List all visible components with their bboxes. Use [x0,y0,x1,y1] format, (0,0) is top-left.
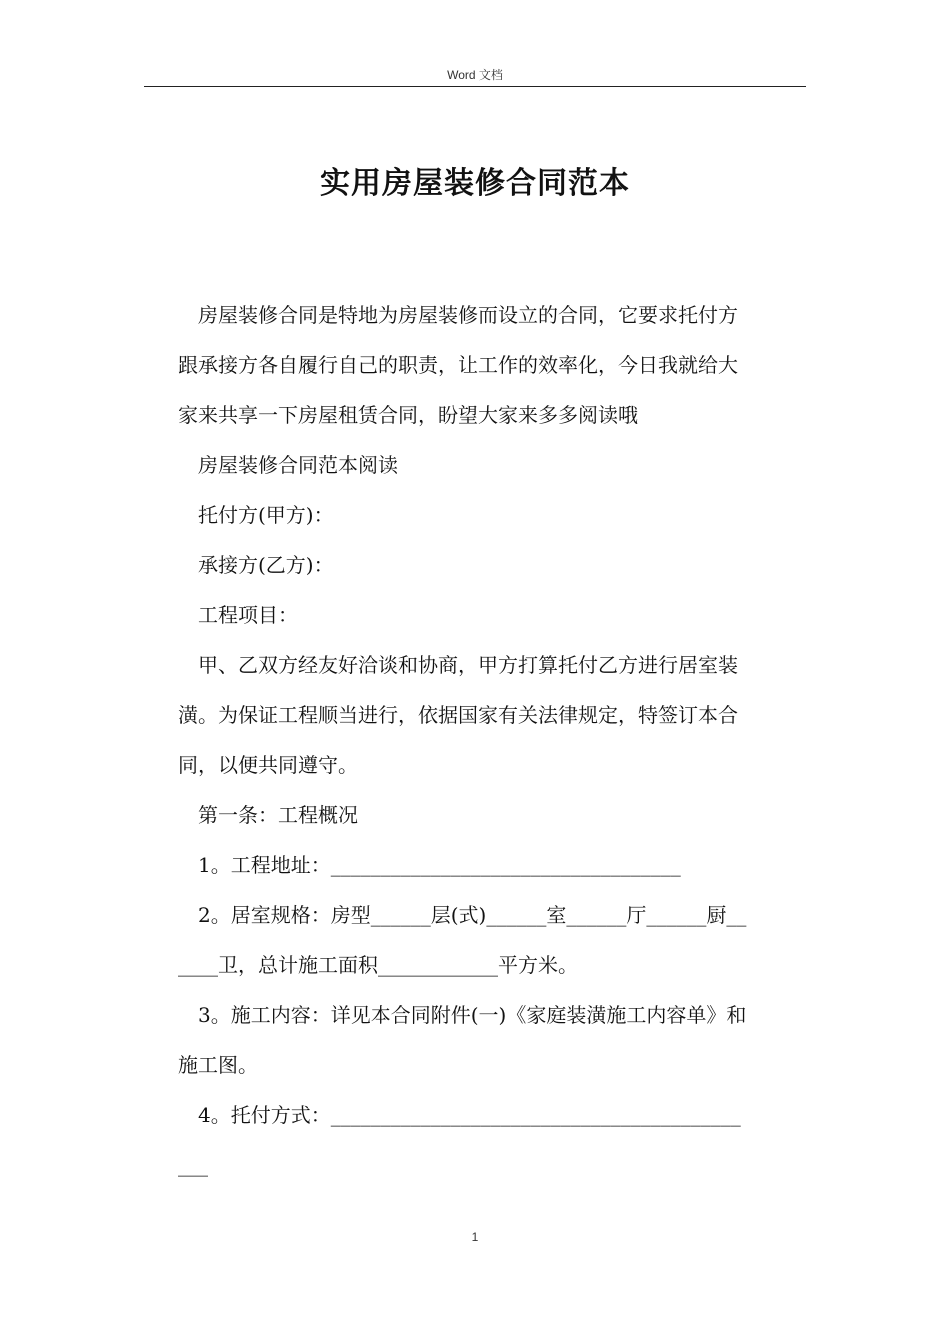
clause-item: 1。工程地址：___________________________________ [198,853,681,877]
header-divider [144,86,806,87]
clause-item-continuation: ____卫，总计施工面积____________平方米。 [178,953,578,977]
party-a-line: 托付方(甲方)： [198,503,334,527]
preamble-line: 甲、乙双方经友好洽谈和协商，甲方打算托付乙方进行居室装 [198,653,738,677]
clause-item: 3。施工内容：详见本合同附件(一)《家庭装潢施工内容单》和 [198,1003,747,1027]
preamble-line: 潢。为保证工程顺当进行，依据国家有关法律规定，特签订本合 [178,703,738,727]
page-number: 1 [471,1230,479,1244]
party-b-line: 承接方(乙方)： [198,553,334,577]
document-body [178,290,806,1190]
intro-paragraph-line: 房屋装修合同是特地为房屋装修而设立的合同，它要求托付方 [198,303,738,327]
article-heading: 第一条：工程概况 [198,803,358,827]
project-line: 工程项目： [198,603,298,627]
intro-paragraph-line: 跟承接方各自履行自己的职责，让工作的效率化，今日我就给大 [178,353,738,377]
intro-paragraph-line: 家来共享一下房屋租赁合同，盼望大家来多多阅读哦 [178,403,638,427]
section-subtitle: 房屋装修合同范本阅读 [198,453,398,477]
clause-item: 4。托付方式：_________________________________________ [198,1103,741,1127]
page-header: Word 文档 [447,68,503,82]
document-title: 实用房屋装修合同范本 [320,166,630,201]
clause-item: 2。居室规格：房型______层(式)______室______厅______厨__ [198,903,747,927]
clause-item-continuation: 施工图。 [178,1053,258,1077]
clause-item-continuation: ___ [178,1153,208,1177]
preamble-line: 同，以便共同遵守。 [178,753,358,777]
